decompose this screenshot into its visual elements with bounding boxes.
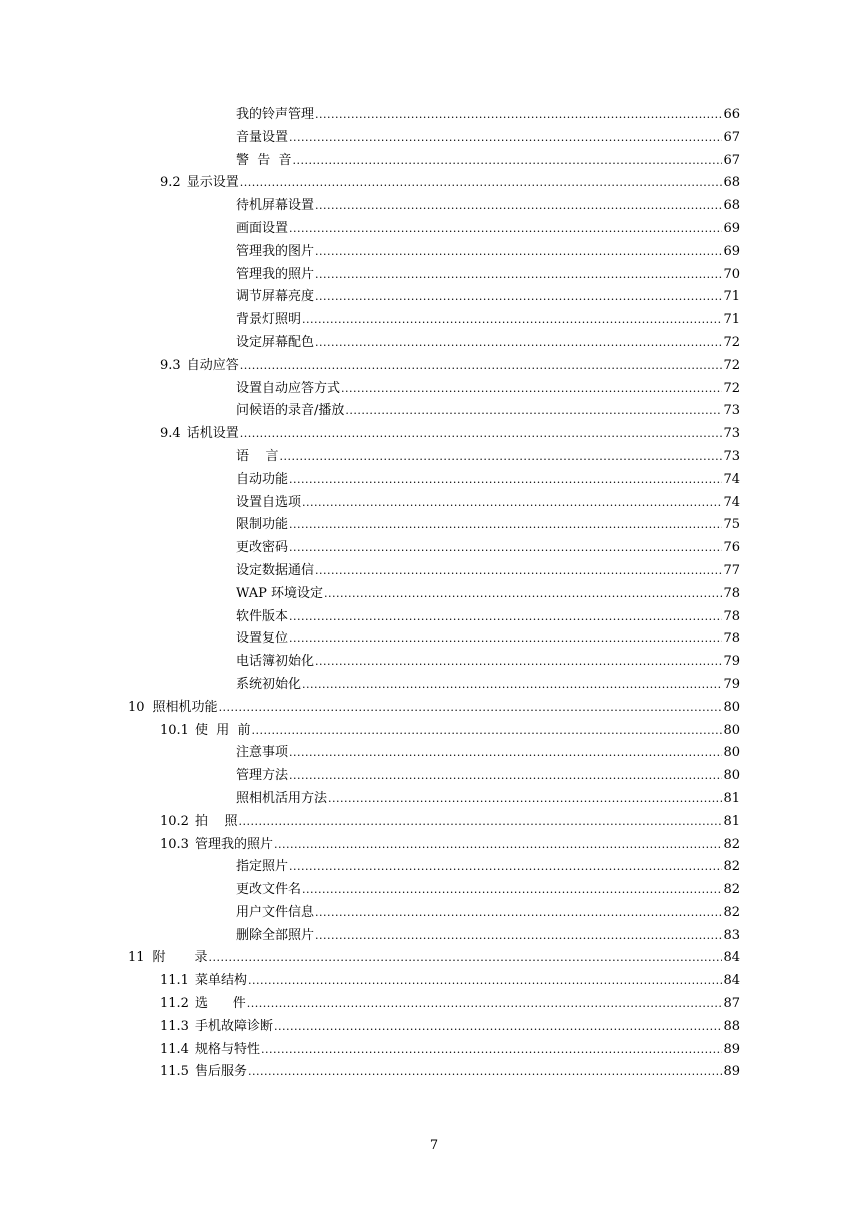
toc-page-number: 84	[723, 950, 740, 966]
toc-entry-row	[160, 720, 740, 743]
toc-page-number: 84	[723, 973, 740, 989]
toc-title: 设置自选项	[236, 494, 302, 510]
toc-title: 管理我的照片	[194, 836, 273, 852]
toc-entry[interactable]	[0, 378, 868, 401]
toc-entry-row	[236, 651, 740, 674]
toc-entry-row	[236, 856, 740, 879]
toc-title: 照相机功能	[152, 699, 218, 715]
toc-entry[interactable]	[0, 400, 868, 423]
toc-entry-row	[236, 309, 740, 332]
toc-dot-leader	[289, 628, 722, 651]
toc-page-number: 83	[723, 927, 740, 943]
toc-dot-leader	[274, 1016, 722, 1039]
toc-section-number: 9.4	[160, 426, 181, 442]
toc-entry-row	[236, 788, 740, 811]
toc-entry-row	[160, 355, 740, 378]
toc-entry[interactable]	[0, 514, 868, 537]
toc-page-number: 69	[723, 243, 740, 259]
toc-title: 系统初始化	[236, 676, 302, 692]
toc-entry-row	[236, 583, 740, 606]
toc-entry[interactable]	[0, 286, 868, 309]
toc-title: 菜单结构	[194, 973, 247, 989]
toc-title: 调节屏幕亮度	[236, 289, 315, 305]
toc-page-number: 89	[723, 1064, 740, 1080]
toc-dot-leader	[240, 355, 723, 378]
toc-title: 管理我的图片	[236, 243, 315, 259]
toc-page-number: 81	[723, 790, 740, 806]
toc-entry-row	[236, 537, 740, 560]
toc-entry[interactable]	[0, 925, 868, 948]
toc-page-number: 73	[723, 426, 740, 442]
toc-dot-leader	[302, 674, 722, 697]
toc-entry[interactable]	[0, 993, 868, 1016]
toc-entry[interactable]	[0, 651, 868, 674]
toc-entry-row	[160, 172, 740, 195]
toc-page-number: 80	[723, 699, 740, 715]
toc-entry-row	[236, 400, 740, 423]
toc-title: 话机设置	[186, 426, 239, 442]
toc-title: 限制功能	[236, 517, 289, 533]
toc-entry[interactable]	[0, 423, 868, 446]
toc-page-number: 66	[723, 107, 740, 122]
toc-page-number: 80	[723, 722, 740, 738]
toc-page-number: 72	[723, 334, 740, 350]
toc-page-number: 82	[723, 904, 740, 920]
toc-entry-row	[160, 1039, 740, 1062]
toc-entry-row	[236, 195, 740, 218]
toc-dot-leader	[289, 469, 722, 492]
toc-dot-leader	[208, 947, 722, 970]
toc-dot-leader	[302, 492, 722, 515]
toc-dot-leader	[315, 241, 722, 264]
toc-dot-leader	[341, 378, 722, 401]
toc-page-number: 82	[723, 836, 740, 852]
toc-page-number: 79	[723, 654, 740, 670]
toc-entry[interactable]	[0, 355, 868, 378]
toc-dot-leader	[315, 925, 722, 948]
toc-title: 自动应答	[186, 357, 239, 373]
toc-dot-leader	[261, 1039, 722, 1062]
toc-section-number: 9.3	[160, 357, 181, 373]
toc-dot-leader	[289, 537, 722, 560]
toc-entry-row	[236, 104, 740, 127]
toc-entry[interactable]	[0, 583, 868, 606]
toc-dot-leader	[251, 720, 722, 743]
toc-dot-leader	[302, 879, 722, 902]
toc-dot-leader	[280, 446, 723, 469]
toc-title: 问候语的录音/播放	[236, 403, 345, 419]
toc-title: 照相机活用方法	[236, 790, 328, 806]
toc-dot-leader	[315, 560, 722, 583]
toc-dot-leader	[240, 423, 723, 446]
toc-section-number: 10.1	[160, 722, 189, 738]
toc-dot-leader	[315, 286, 722, 309]
toc-title: 指定照片	[236, 859, 289, 875]
toc-dot-leader	[324, 583, 722, 606]
toc-entry-row	[236, 332, 740, 355]
toc-title: 注意事项	[236, 745, 289, 761]
toc-entry[interactable]	[0, 811, 868, 834]
toc-section-number: 11.3	[160, 1018, 189, 1034]
toc-page-number: 76	[723, 540, 740, 556]
toc-title: WAP 环境设定	[236, 585, 323, 601]
toc-entry-row	[236, 127, 740, 150]
toc-entry[interactable]	[0, 195, 868, 218]
toc-page-number: 71	[723, 312, 740, 328]
toc-page-number: 80	[723, 745, 740, 761]
toc-dot-leader	[274, 834, 722, 857]
toc-page-number: 72	[723, 380, 740, 396]
toc-page-number: 88	[723, 1018, 740, 1034]
toc-dot-leader	[315, 264, 722, 287]
toc-entry-row	[160, 1061, 740, 1084]
toc-entry-row	[160, 1016, 740, 1039]
toc-title: 显示设置	[186, 175, 239, 191]
toc-page-number: 82	[723, 882, 740, 898]
toc-page-number: 72	[723, 357, 740, 373]
toc-dot-leader	[289, 514, 722, 537]
toc-entry[interactable]	[0, 879, 868, 902]
toc-entry[interactable]	[0, 834, 868, 857]
toc-title: 选 件	[194, 996, 246, 1012]
toc-entry-row	[236, 606, 740, 629]
toc-entry[interactable]	[0, 241, 868, 264]
toc-dot-leader	[328, 788, 722, 811]
toc-title: 更改文件名	[236, 882, 302, 898]
toc-section-number: 11.5	[160, 1064, 189, 1080]
toc-entry-row	[128, 697, 740, 720]
toc-page-number: 74	[723, 471, 740, 487]
toc-page-number: 73	[723, 403, 740, 419]
toc-page-number: 87	[723, 996, 740, 1012]
toc-entry-row	[236, 378, 740, 401]
toc-dot-leader	[315, 195, 722, 218]
toc-title: 删除全部照片	[236, 927, 315, 943]
toc-page-number: 70	[723, 266, 740, 282]
toc-dot-leader	[289, 127, 722, 150]
toc-title: 售后服务	[194, 1064, 247, 1080]
toc-entry-row	[236, 241, 740, 264]
toc-title: 手机故障诊断	[194, 1018, 273, 1034]
toc-entry[interactable]	[0, 172, 868, 195]
toc-page-number: 68	[723, 198, 740, 214]
toc-entry[interactable]	[0, 742, 868, 765]
toc-dot-leader	[315, 104, 722, 127]
toc-title: 设置复位	[236, 631, 289, 647]
toc-entry[interactable]	[0, 218, 868, 241]
page-number: 7	[429, 1138, 439, 1153]
toc-section-number: 11.2	[160, 996, 189, 1012]
toc-section-number: 10.2	[160, 813, 189, 829]
toc-page-number: 89	[723, 1041, 740, 1057]
toc-entry[interactable]	[0, 469, 868, 492]
toc-entry[interactable]	[0, 446, 868, 469]
toc-page-number: 74	[723, 494, 740, 510]
toc-section-number: 9.2	[160, 175, 181, 191]
toc-title: 用户文件信息	[236, 904, 315, 920]
toc-dot-leader	[238, 811, 722, 834]
toc-entry[interactable]	[0, 104, 868, 127]
toc-dot-leader	[248, 970, 722, 993]
toc-entry[interactable]	[0, 674, 868, 697]
toc-entry-row	[236, 469, 740, 492]
toc-title: 音量设置	[236, 129, 289, 145]
toc-entry-row	[236, 218, 740, 241]
toc-entry-row	[160, 970, 740, 993]
toc-dot-leader	[315, 332, 722, 355]
toc-title: 规格与特性	[194, 1041, 260, 1057]
toc-title: 警 告 音	[236, 152, 292, 168]
table-of-contents	[0, 104, 868, 1084]
toc-dot-leader	[289, 742, 722, 765]
toc-page-number: 78	[723, 631, 740, 647]
toc-section-number: 11.4	[160, 1041, 189, 1057]
toc-entry[interactable]	[0, 537, 868, 560]
toc-entry-row	[236, 902, 740, 925]
toc-entry-row	[236, 514, 740, 537]
toc-title: 语 言	[236, 448, 279, 464]
toc-entry[interactable]	[0, 309, 868, 332]
toc-entry-row	[236, 879, 740, 902]
toc-page-number: 69	[723, 220, 740, 236]
toc-title: 更改密码	[236, 540, 289, 556]
toc-title: 软件版本	[236, 608, 289, 624]
toc-title: 背景灯照明	[236, 312, 302, 328]
toc-dot-leader	[289, 765, 722, 788]
toc-page-number: 67	[723, 129, 740, 145]
toc-dot-leader	[219, 697, 723, 720]
toc-entry-row	[236, 264, 740, 287]
toc-page-number: 78	[723, 585, 740, 601]
toc-dot-leader	[240, 172, 723, 195]
toc-title: 附 录	[152, 950, 208, 966]
toc-section-number: 10.3	[160, 836, 189, 852]
toc-page-number: 75	[723, 517, 740, 533]
toc-entry[interactable]	[0, 1039, 868, 1062]
toc-dot-leader	[289, 856, 722, 879]
toc-dot-leader	[315, 651, 722, 674]
toc-dot-leader	[293, 150, 723, 173]
toc-entry[interactable]	[0, 947, 868, 970]
toc-title: 设定屏幕配色	[236, 334, 315, 350]
toc-dot-leader	[289, 606, 722, 629]
toc-entry[interactable]	[0, 856, 868, 879]
toc-dot-leader	[345, 400, 722, 423]
toc-entry-row	[160, 811, 740, 834]
toc-page-number: 81	[723, 813, 740, 829]
toc-title: 使 用 前	[194, 722, 251, 738]
toc-dot-leader	[248, 1061, 722, 1084]
toc-entry[interactable]	[0, 127, 868, 150]
toc-entry[interactable]	[0, 628, 868, 651]
toc-section-number: 10	[128, 699, 145, 715]
toc-entry-row	[128, 947, 740, 970]
toc-page-number: 73	[723, 448, 740, 464]
toc-entry[interactable]	[0, 1016, 868, 1039]
toc-title: 自动功能	[236, 471, 289, 487]
toc-dot-leader	[315, 902, 722, 925]
toc-entry[interactable]	[0, 697, 868, 720]
toc-entry[interactable]	[0, 264, 868, 287]
toc-page-number: 77	[723, 562, 740, 578]
toc-page-number: 78	[723, 608, 740, 624]
toc-dot-leader	[289, 218, 722, 241]
toc-title: 管理我的照片	[236, 266, 315, 282]
toc-page-number: 71	[723, 289, 740, 305]
toc-dot-leader	[247, 993, 723, 1016]
toc-entry-row	[236, 150, 740, 173]
toc-entry[interactable]	[0, 765, 868, 788]
toc-entry[interactable]	[0, 332, 868, 355]
toc-entry-row	[236, 742, 740, 765]
toc-title: 设定数据通信	[236, 562, 315, 578]
toc-entry-row	[236, 674, 740, 697]
toc-title: 待机屏幕设置	[236, 198, 315, 214]
toc-entry[interactable]	[0, 788, 868, 811]
toc-entry[interactable]	[0, 720, 868, 743]
toc-section-number: 11	[128, 950, 145, 966]
toc-entry-row	[160, 834, 740, 857]
toc-entry[interactable]	[0, 150, 868, 173]
toc-entry-row	[160, 993, 740, 1016]
toc-page-number: 68	[723, 175, 740, 191]
toc-title: 拍 照	[194, 813, 238, 829]
toc-page-number: 79	[723, 676, 740, 692]
toc-entry[interactable]	[0, 902, 868, 925]
toc-entry[interactable]	[0, 560, 868, 583]
toc-title: 画面设置	[236, 220, 289, 236]
toc-page-number: 80	[723, 768, 740, 784]
toc-entry-row	[236, 446, 740, 469]
toc-page-number: 82	[723, 859, 740, 875]
toc-page-number: 67	[723, 152, 740, 168]
toc-entry[interactable]	[0, 492, 868, 515]
toc-entry-row	[236, 925, 740, 948]
toc-title: 设置自动应答方式	[236, 380, 341, 396]
toc-entry-row	[236, 286, 740, 309]
toc-title: 我的铃声管理	[236, 107, 315, 122]
toc-section-number: 11.1	[160, 973, 189, 989]
toc-title: 电话簿初始化	[236, 654, 315, 670]
toc-entry[interactable]	[0, 606, 868, 629]
toc-entry-row	[236, 492, 740, 515]
toc-entry-row	[236, 560, 740, 583]
toc-dot-leader	[302, 309, 722, 332]
toc-entry[interactable]	[0, 1061, 868, 1084]
toc-entry[interactable]	[0, 970, 868, 993]
toc-entry-row	[236, 628, 740, 651]
toc-entry-row	[160, 423, 740, 446]
toc-title: 管理方法	[236, 768, 289, 784]
toc-entry-row	[236, 765, 740, 788]
